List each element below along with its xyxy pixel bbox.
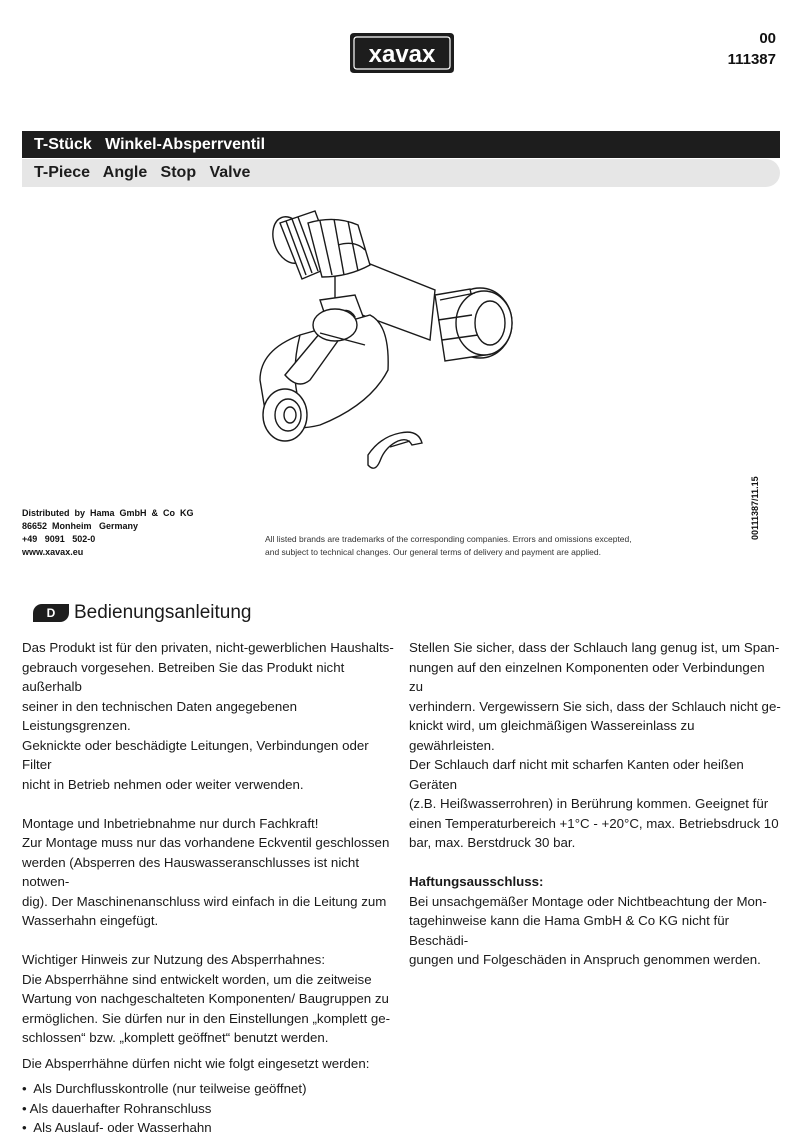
distributor-line-2: 86652 Monheim Germany — [22, 521, 139, 531]
xavax-logo — [348, 29, 456, 77]
t-piece-valve-illustration — [240, 205, 530, 480]
title-german: T-Stück Winkel-Absperrventil — [34, 136, 266, 153]
distributor-website: www.xavax.eu — [22, 547, 84, 557]
title-english: T-Piece Angle Stop Valve — [34, 164, 251, 181]
text-line: nungen auf den einzelnen Komponenten oder Verbindungen zu — [409, 659, 765, 694]
text-line: Stellen Sie sicher, dass der Schlauch lang genug ist, um Span- — [409, 640, 780, 655]
text-line: Wartung von nachgeschalteten Komponenten/ Baugruppen zu — [22, 991, 389, 1006]
distributor-line-3: +49 9091 502-0 — [22, 534, 96, 544]
text-line: Zur Montage muss nur das vorhandene Eckventil geschlossen — [22, 835, 390, 850]
text-line: Bei unsachgemäßer Montage oder Nichtbeachtung der Mon- — [409, 893, 767, 909]
distributor-line-1: Distributed by Hama GmbH & Co KG — [22, 508, 194, 518]
distributor-info — [22, 507, 194, 559]
text-line: Die Absperrhähne dürfen nicht wie folgt eingesetzt werden: — [22, 1055, 370, 1071]
text-line: werden (Absperren des Hauswasseranschlusses ist nicht notwen- — [22, 854, 360, 889]
side-document-code: 00111387/11.15 — [750, 476, 760, 540]
text-line: nicht in Betrieb nehmen oder weiter verwenden. — [22, 776, 304, 792]
title-bar-english — [22, 159, 780, 187]
text-line: verhindern. Vergewissern Sie sich, dass der Schlauch nicht ge- — [409, 698, 781, 714]
text-line: Wichtiger Hinweis zur Nutzung des Absperrhahnes: — [22, 952, 326, 967]
text-line: Montage und Inbetriebnahme nur durch Fachkraft! — [22, 815, 319, 831]
list-item: • Als Durchflusskontrolle (nur teilweise geöffnet) — [22, 1081, 307, 1096]
text-line: knickt wird, um gleichmäßigen Wassereinlass zu gewährleisten. — [409, 718, 695, 753]
language-badge: D — [33, 604, 69, 622]
text-line: gungen und Folgeschäden in Anspruch genommen werden. — [409, 952, 761, 967]
text-line: Das Produkt ist für den privaten, nicht-gewerblichen Haushalts- — [22, 640, 394, 655]
text-line: dig). Der Maschinenanschluss wird einfach in die Leitung zum — [22, 893, 387, 909]
text-line: ermöglichen. Sie dürfen nur in den Einstellungen „komplett ge- — [22, 1010, 391, 1026]
list-item: • Als Auslauf- oder Wasserhahn — [22, 1120, 212, 1135]
legal-line-1: All listed brands are trademarks of the corresponding companies. Errors and omissions excepted, — [265, 534, 632, 544]
legal-line-2: and subject to technical changes. Our general terms of delivery and payment are applied. — [265, 547, 601, 557]
text-line: Die Absperrhähne sind entwickelt worden, um die zeitweise — [22, 971, 372, 987]
text-line: seiner in den technischen Daten angegebenen Leistungsgrenzen. — [22, 698, 298, 733]
right-text-column — [409, 638, 781, 970]
text-line: Geknickte oder beschädigte Leitungen, Verbindungen oder Filter — [22, 737, 369, 772]
title-bar-german — [22, 131, 780, 158]
text-line: einen Temperaturbereich +1°C - +20°C, max. Betriebsdruck 10 — [409, 815, 779, 831]
text-line: Wasserhahn eingefügt. — [22, 913, 159, 928]
left-text-column — [22, 638, 394, 1138]
text-line: tagehinweise kann die Hama GmbH & Co KG nicht für Beschädi- — [409, 913, 730, 948]
section-title: Bedienungsanleitung — [74, 602, 252, 623]
list-item: • Als dauerhafter Rohranschluss — [22, 1100, 212, 1116]
text-line: bar, max. Berstdruck 30 bar. — [409, 835, 576, 850]
text-line: gebrauch vorgesehen. Betreiben Sie das Produkt nicht außerhalb — [22, 659, 345, 694]
disclaimer-heading: Haftungsausschluss: — [409, 874, 544, 889]
doc-code-version: 00 — [759, 30, 776, 47]
text-line: Der Schlauch darf nicht mit scharfen Kanten oder heißen Geräten — [409, 757, 744, 792]
brand-text: xavax — [368, 41, 436, 68]
legal-notice — [265, 533, 632, 559]
doc-code-number: 111387 — [727, 51, 776, 68]
text-line: (z.B. Heißwasserrohren) in Berührung kommen. Geeignet für — [409, 796, 769, 811]
text-line: schlossen“ bzw. „komplett geöffnet“ benutzt werden. — [22, 1030, 329, 1045]
